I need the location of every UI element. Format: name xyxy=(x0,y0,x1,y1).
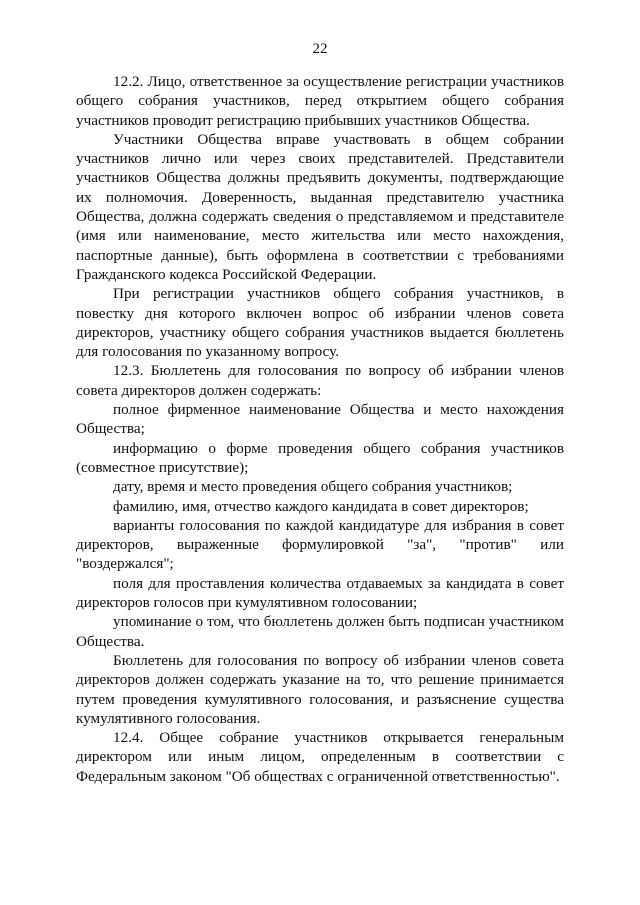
paragraph-cumulative-voting: Бюллетень для голосования по вопросу об избрании членов совета директоров должен содержать указание на то, что решение принимается путем проведения кумулятивного голосования, и разъяснение существа кумулятивного голосования. xyxy=(76,651,564,727)
list-item-company-name: полное фирменное наименование Общества и место нахождения Общества; xyxy=(76,401,564,438)
paragraph-12-4: 12.4. Общее собрание участников открывается генеральным директором или иным лицом, определенным в соответствии с Федеральным законом "Об обществах с ограниченной ответственностью". xyxy=(76,729,564,785)
list-item-vote-count-fields: поля для проставления количества отдаваемых за кандидата в совет директоров голосов при кумулятивном голосовании; xyxy=(76,574,564,612)
page-number: 22 xyxy=(312,41,328,57)
list-item-voting-options: варианты голосования по каждой кандидатуре для избрания в совет директоров, выраженные формулировкой "за", "против" или "воздержался"; xyxy=(76,516,564,573)
paragraph-representatives: Участники Общества вправе участвовать в общем собрании участников лично или через своих представителей. Представители участников Общества должны предъявить документы, подтверждающие их полномочия. Доверенность, выданная представителю участника Общества, должна содержать сведения о представляемом и представителе (имя или наименование, место жительства или место нахождения, паспортные данные), быть оформлена в соответствии с требованиями Гражданского кодекса Российской Федерации. xyxy=(76,130,564,283)
list-item-candidate-names: фамилию, имя, отчество каждого кандидата в совет директоров; xyxy=(113,497,529,515)
list-item-date-time-place: дату, время и место проведения общего собрания участников; xyxy=(113,478,513,496)
paragraph-ballot-issuance: При регистрации участников общего собрания участников, в повестку дня которого включен вопрос об избрании членов совета директоров, участнику общего собрания участников выдается бюллетень для голосования по указанному вопросу. xyxy=(76,285,564,361)
paragraph-12-2: 12.2. Лицо, ответственное за осуществление регистрации участников общего собрания участников, перед открытием общего собрания участников проводит регистрацию прибывших участников Общества. xyxy=(76,73,564,129)
document-body xyxy=(76,72,564,786)
list-item-meeting-form: информацию о форме проведения общего собрания участников (совместное присутствие); xyxy=(76,439,564,476)
list-item-signature-note: упоминание о том, что бюллетень должен быть подписан участником Общества. xyxy=(76,613,564,650)
paragraph-12-3: 12.3. Бюллетень для голосования по вопросу об избрании членов совета директоров должен содержать: xyxy=(76,362,564,399)
